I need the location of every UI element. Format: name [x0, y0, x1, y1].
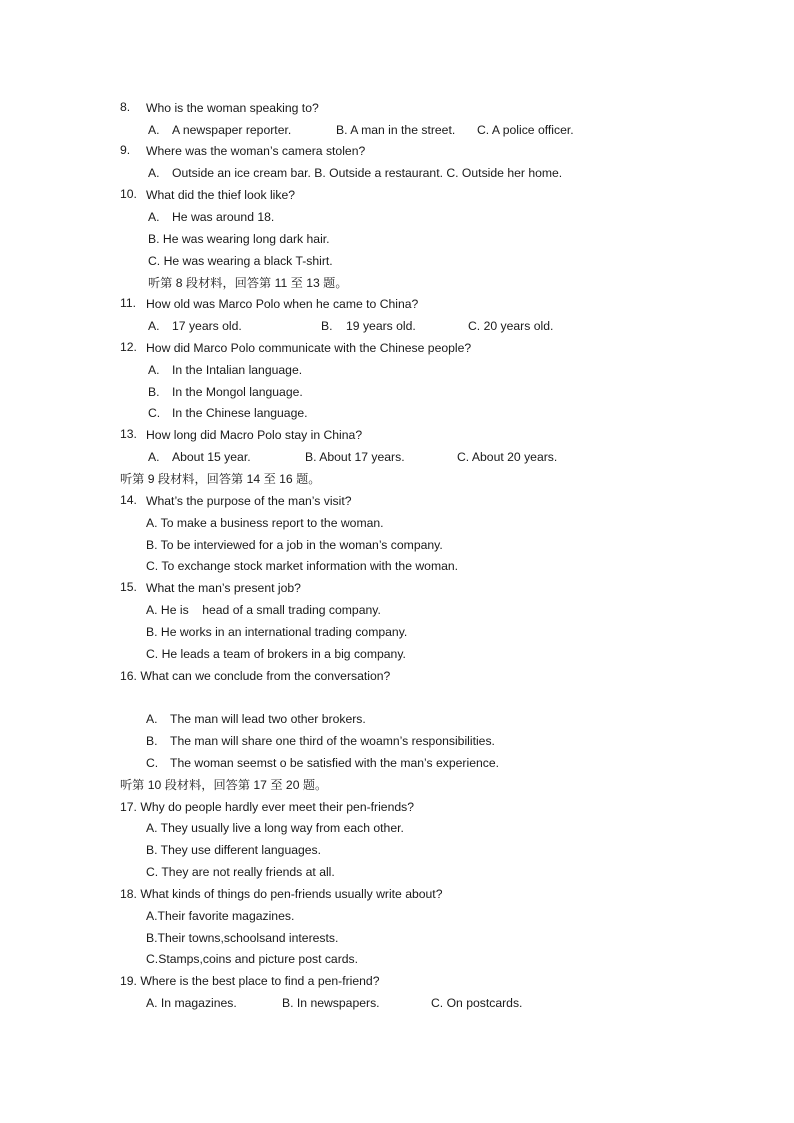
section-heading: 听第 10 段材料，回答第 17 至 20 题。 [120, 778, 328, 792]
question-number: 14. [120, 493, 137, 507]
option-text: C. On postcards. [431, 996, 523, 1010]
option-text: B. They use different languages. [146, 843, 322, 857]
option-text: The man will share one third of the woamn’s responsibilities. [170, 734, 495, 748]
option-text: A. To make a business report to the woman. [146, 516, 384, 530]
question-number: 13. [120, 427, 137, 441]
option-label: B. [321, 319, 333, 333]
option-text: B. In newspapers. [282, 996, 380, 1010]
option-text: About 15 year. [172, 450, 251, 464]
option-label: C. [148, 406, 161, 420]
option-text: B. A man in the street. [336, 123, 456, 137]
option-text: C. A police officer. [477, 123, 574, 137]
option-text: A. They usually live a long way from each other. [146, 821, 404, 835]
question-text: 19. Where is the best place to find a pen-friend? [120, 974, 380, 988]
option-label: C. [146, 756, 159, 770]
option-text: A newspaper reporter. [172, 123, 292, 137]
question-text: 17. Why do people hardly ever meet their pen-friends? [120, 800, 415, 814]
option-text: Outside an ice cream bar. B. Outside a restaurant. C. Outside her home. [172, 166, 563, 180]
question-text: 18. What kinds of things do pen-friends usually write about? [120, 887, 443, 901]
option-text: B. He was wearing long dark hair. [148, 232, 330, 246]
option-label: B. [146, 734, 158, 748]
question-text: How did Marco Polo communicate with the Chinese people? [146, 341, 472, 355]
question-number: 11. [120, 296, 137, 310]
option-text: A. In magazines. [146, 996, 237, 1010]
option-text: In the Chinese language. [172, 406, 308, 420]
option-label: A. [148, 166, 160, 180]
option-text: He was around 18. [172, 210, 275, 224]
option-label: A. [148, 319, 160, 333]
option-text: C. He leads a team of brokers in a big company. [146, 647, 406, 661]
question-number: 10. [120, 187, 137, 201]
option-text: C. 20 years old. [468, 319, 554, 333]
option-text: C. They are not really friends at all. [146, 865, 335, 879]
question-text: What’s the purpose of the man’s visit? [146, 494, 352, 508]
question-number: 15. [120, 580, 137, 594]
option-label: A. [148, 363, 160, 377]
question-text: 16. What can we conclude from the conversation? [120, 669, 391, 683]
option-text: B.Their towns,schoolsand interests. [146, 931, 339, 945]
option-label: B. [148, 385, 160, 399]
option-text: C.Stamps,coins and picture post cards. [146, 952, 359, 966]
option-text: In the Mongol language. [172, 385, 303, 399]
option-text: C. To exchange stock market information with the woman. [146, 559, 459, 573]
question-text: How long did Macro Polo stay in China? [146, 428, 363, 442]
question-text: How old was Marco Polo when he came to China? [146, 297, 419, 311]
option-text: B. To be interviewed for a job in the woman’s company. [146, 538, 443, 552]
option-text: C. About 20 years. [457, 450, 558, 464]
question-number: 8. [120, 100, 131, 114]
question-text: Where was the woman’s camera stolen? [146, 144, 366, 158]
option-text: A. He is head of a small trading company. [146, 603, 381, 617]
section-heading: 听第 8 段材料，回答第 11 至 13 题。 [148, 276, 348, 290]
option-text: 19 years old. [346, 319, 416, 333]
option-text: C. He was wearing a black T-shirt. [148, 254, 333, 268]
option-label: A. [148, 123, 160, 137]
option-label: A. [148, 450, 160, 464]
option-text: B. He works in an international trading company. [146, 625, 408, 639]
question-text: Who is the woman speaking to? [146, 101, 319, 115]
option-text: The woman seemst o be satisfied with the man’s experience. [170, 756, 500, 770]
option-text: A.Their favorite magazines. [146, 909, 295, 923]
option-text: 17 years old. [172, 319, 242, 333]
question-number: 9. [120, 143, 131, 157]
option-label: A. [146, 712, 158, 726]
option-label: A. [148, 210, 160, 224]
section-heading: 听第 9 段材料，回答第 14 至 16 题。 [120, 472, 321, 486]
option-text: B. About 17 years. [305, 450, 405, 464]
option-text: The man will lead two other brokers. [170, 712, 366, 726]
question-number: 12. [120, 340, 137, 354]
option-text: In the Intalian language. [172, 363, 303, 377]
question-text: What the man’s present job? [146, 581, 301, 595]
question-text: What did the thief look like? [146, 188, 296, 202]
